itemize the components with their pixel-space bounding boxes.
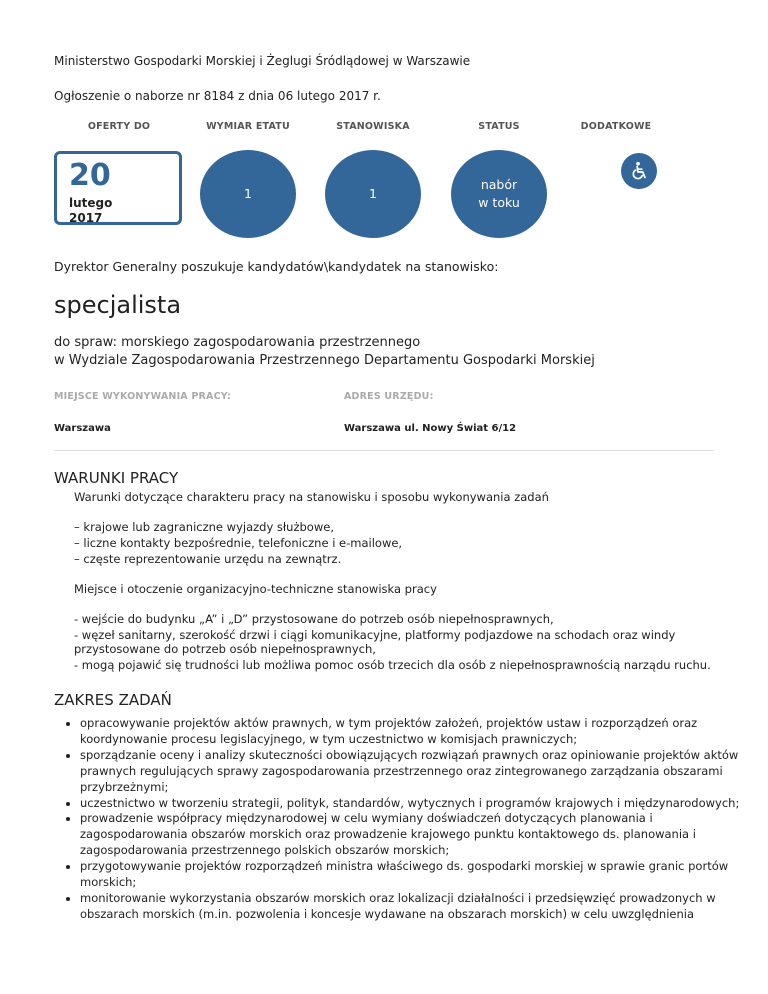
etat-circle bbox=[200, 150, 296, 238]
announcement-line: Ogłoszenie o naborze nr 8184 z dnia 06 lutego 2017 r. bbox=[54, 89, 381, 103]
zakres-heading: ZAKRES ZADAŃ bbox=[54, 691, 172, 709]
list-item: • monitorowanie wykorzystania obszarów morskich oraz lokalizacji działalności i przedsięwzięć prowadzonych w obszarach morskich (m.in. pozwolenia i koncesje wydawane na obszarach morskich) w celu uwzględnienia bbox=[80, 891, 740, 923]
wheelchair-icon-graphic bbox=[628, 160, 650, 182]
stanowiska-value: 1 bbox=[369, 186, 377, 201]
position-title: specjalista bbox=[54, 291, 182, 319]
wheelchair-accessibility-icon bbox=[621, 153, 657, 189]
column-header-oferty-do: OFERTY DO bbox=[87, 121, 151, 132]
deadline-day: 20 bbox=[69, 158, 111, 193]
subtitle-line-1: do spraw: morskiego zagospodarowania przestrzennego bbox=[54, 335, 421, 350]
warunki-list-2-item: - wejście do budynku „A” i „D” przystosowane do potrzeb osób niepełnosprawnych, bbox=[74, 612, 554, 626]
subtitle-line-2: w Wydziale Zagospodarowania Przestrzennego Departamentu Gospodarki Morskiej bbox=[54, 353, 595, 368]
warunki-list-2-item: - mogą pojawić się trudności lub możliwa pomoc osób trzecich dla osób z niepełnosprawnością narządu ruchu. bbox=[74, 658, 711, 672]
list-item: • sporządzanie oceny i analizy skuteczności obowiązujących rozwiązań prawnych oraz opiniowanie projektów aktów prawnych regulujących sprawy zagospodarowania przestrzennego oraz zintegrowanego zarządzania obszarami przybrzeżnymi; bbox=[80, 748, 740, 796]
place-label: MIEJSCE WYKONYWANIA PRACY: bbox=[54, 391, 232, 402]
list-item: • opracowywanie projektów aktów prawnych, w tym projektów założeń, projektów ustaw i rozporządzeń oraz koordynowanie procesu legislacyjnego, w tym uczestnictwo w komisjach prawniczych; bbox=[80, 716, 740, 748]
section-divider bbox=[54, 450, 714, 451]
column-header-status: STATUS bbox=[478, 121, 520, 132]
status-circle bbox=[451, 150, 547, 238]
warunki-heading: WARUNKI PRACY bbox=[54, 469, 179, 487]
intro-text: Dyrektor Generalny poszukuje kandydatów\kandydatek na stanowisko: bbox=[54, 259, 499, 274]
list-item: • prowadzenie współpracy międzynarodowej w celu wymiany doświadczeń dotyczących planowania i zagospodarowania obszarów morskich oraz prowadzenie krajowego punktu kontaktowego ds. planowania i zagospodarowania przestrzennego polskich obszarów morskich; bbox=[80, 811, 740, 859]
deadline-month: lutego bbox=[69, 196, 113, 210]
warunki-list-1-item: – częste reprezentowanie urzędu na zewnątrz. bbox=[74, 552, 342, 566]
ministry-name: Ministerstwo Gospodarki Morskiej i Żeglugi Śródlądowej w Warszawie bbox=[54, 54, 471, 68]
warunki-list-1-item: – liczne kontakty bezpośrednie, telefoniczne i e-mailowe, bbox=[74, 536, 403, 550]
address-value: Warszawa ul. Nowy Świat 6/12 bbox=[344, 423, 517, 434]
column-header-wymiar-etatu: WYMIAR ETATU bbox=[206, 121, 290, 132]
warunki-list-2-item: - węzeł sanitarny, szerokość drzwi i ciągi komunikacyjne, platformy podjazdowe na schodach oraz windy bbox=[74, 628, 676, 642]
address-label: ADRES URZĘDU: bbox=[344, 391, 434, 402]
status-line-2: w toku bbox=[478, 195, 520, 210]
warunki-intro-2: Miejsce i otoczenie organizacyjno-techniczne stanowiska pracy bbox=[74, 582, 437, 596]
etat-value: 1 bbox=[244, 186, 252, 201]
warunki-intro-1: Warunki dotyczące charakteru pracy na stanowisku i sposobu wykonywania zadań bbox=[74, 490, 549, 504]
column-header-stanowiska: STANOWISKA bbox=[336, 121, 410, 132]
warunki-list-1-item: – krajowe lub zagraniczne wyjazdy służbowe, bbox=[74, 520, 334, 534]
column-header-dodatkowe: DODATKOWE bbox=[580, 121, 652, 132]
place-value: Warszawa bbox=[54, 423, 111, 434]
stanowiska-circle bbox=[325, 150, 421, 238]
status-value bbox=[478, 176, 520, 212]
status-line-1: nabór bbox=[480, 177, 518, 192]
list-item: • przygotowywanie projektów rozporządzeń ministra właściwego ds. gospodarki morskiej w sprawie granic portów morskich; bbox=[80, 859, 740, 891]
deadline-date-box bbox=[54, 151, 182, 225]
zakres-task-list bbox=[58, 716, 740, 923]
warunki-list-2-item: przystosowane do potrzeb osób niepełnosprawnych, bbox=[74, 642, 376, 656]
list-item: • uczestnictwo w tworzeniu strategii, polityk, standardów, wytycznych i programów krajowych i międzynarodowych; bbox=[80, 796, 740, 812]
deadline-year: 2017 bbox=[69, 211, 103, 225]
